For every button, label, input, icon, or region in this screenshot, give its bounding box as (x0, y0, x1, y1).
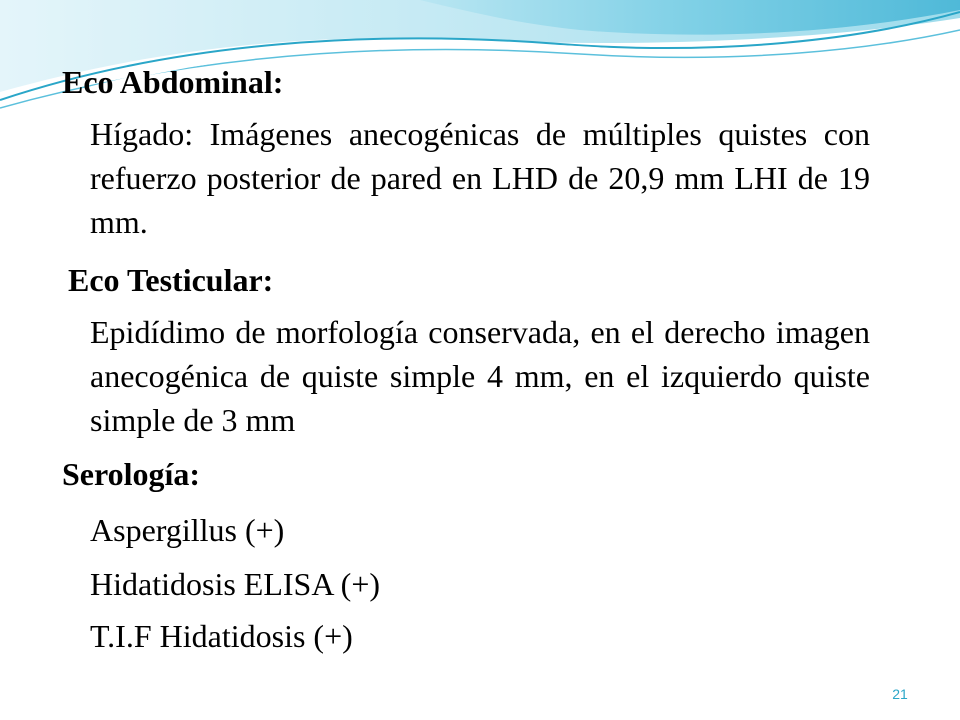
testicular-text: Epidídimo de morfología conservada, en el derecho imagen anecogénica de quiste simple 4 mm, en el izquierdo quiste simple de 3 mm (90, 314, 870, 438)
abdominal-text: Hígado: Imágenes anecogénicas de múltiples quistes con refuerzo posterior de pared en LHD de 20,9 mm LHI de 19 mm. (90, 116, 870, 240)
serology-item-aspergillus: Aspergillus (+) (90, 512, 285, 548)
abdominal-heading: Eco Abdominal: (62, 64, 284, 100)
serology-item-tif: T.I.F Hidatidosis (+) (90, 618, 353, 654)
page-number: 21 (892, 686, 908, 702)
serology-heading: Serología: (62, 456, 201, 492)
testicular-heading: Eco Testicular: (68, 262, 274, 298)
serology-item-elisa: Hidatidosis ELISA (+) (90, 566, 381, 602)
